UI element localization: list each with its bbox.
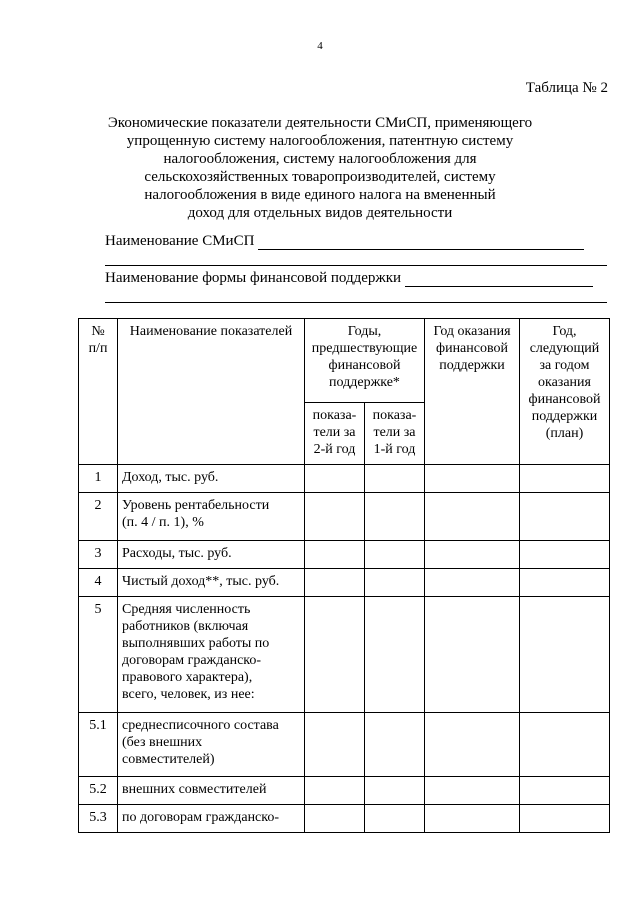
header-text: следующий: [529, 341, 600, 356]
value-cell[interactable]: [425, 493, 520, 541]
value-cell[interactable]: [425, 713, 520, 777]
value-cell[interactable]: [520, 569, 610, 597]
title-line: налогообложения в виде единого налога на вмененный: [144, 187, 496, 203]
table-number: Таблица № 2: [525, 80, 608, 96]
header-previous-years: [305, 319, 425, 403]
row-number: 5.2: [79, 777, 118, 805]
row-indicator: [118, 713, 305, 777]
header-text: поддержки: [439, 358, 505, 373]
header-year-2: [305, 403, 365, 465]
header-indicator-name: Наименование показателей: [118, 319, 305, 465]
smisp-name-continuation-line: [105, 265, 607, 266]
header-text: Годы,: [347, 324, 382, 339]
header-text: 1-й год: [373, 442, 416, 457]
row-text: (п. 4 / п. 1), %: [122, 515, 204, 530]
header-text: финансовой: [528, 392, 601, 407]
row-text: Расходы, тыс. руб.: [122, 546, 232, 561]
row-text: Чистый доход**, тыс. руб.: [122, 574, 280, 589]
header-text: за годом: [539, 358, 590, 373]
smisp-name-blank[interactable]: [258, 235, 584, 250]
value-cell[interactable]: [520, 493, 610, 541]
title-line: Экономические показатели деятельности СМиСП, применяющего: [107, 115, 533, 131]
value-cell[interactable]: [520, 713, 610, 777]
header-text: тели за: [313, 425, 356, 440]
header-text: 2-й год: [313, 442, 356, 457]
row-text: (без внешних: [122, 735, 203, 750]
header-num: [79, 319, 118, 465]
table-row: [79, 805, 610, 833]
table-row: [79, 569, 610, 597]
header-text: финансовой: [436, 341, 508, 356]
row-number: 5.1: [79, 713, 118, 777]
header-text: поддержке*: [329, 375, 400, 390]
value-cell[interactable]: [365, 805, 425, 833]
row-indicator: [118, 569, 305, 597]
row-number: 5: [79, 597, 118, 713]
value-cell[interactable]: [425, 541, 520, 569]
row-text: всего, человек, из нее:: [122, 687, 255, 702]
table-row: [79, 713, 610, 777]
value-cell[interactable]: [305, 569, 365, 597]
row-text: Средняя численность: [122, 602, 251, 617]
table-row: [79, 777, 610, 805]
value-cell[interactable]: [425, 465, 520, 493]
header-text: п/п: [88, 341, 108, 356]
smisp-name-label: Наименование СМиСП: [105, 233, 255, 249]
header-year-1: [365, 403, 425, 465]
row-number: 1: [79, 465, 118, 493]
row-indicator: [118, 777, 305, 805]
row-number: 3: [79, 541, 118, 569]
value-cell[interactable]: [425, 569, 520, 597]
value-cell[interactable]: [365, 569, 425, 597]
row-indicator: [118, 597, 305, 713]
value-cell[interactable]: [305, 597, 365, 713]
title-line: доход для отдельных видов деятельности: [187, 205, 453, 221]
value-cell[interactable]: [425, 777, 520, 805]
indicators-table: [78, 318, 610, 833]
value-cell[interactable]: [305, 541, 365, 569]
value-cell[interactable]: [365, 713, 425, 777]
row-indicator: [118, 805, 305, 833]
value-cell[interactable]: [520, 541, 610, 569]
header-next-year-plan: [520, 319, 610, 465]
header-text: финансовой: [328, 358, 401, 373]
row-text: договорам гражданско-: [122, 653, 262, 668]
value-cell[interactable]: [365, 541, 425, 569]
value-cell[interactable]: [305, 713, 365, 777]
row-indicator: [118, 493, 305, 541]
header-text: (план): [545, 426, 584, 441]
value-cell[interactable]: [305, 493, 365, 541]
header-text: Год оказания: [433, 324, 511, 339]
table-row: [79, 493, 610, 541]
header-text: №: [91, 324, 105, 339]
row-number: 5.3: [79, 805, 118, 833]
value-cell[interactable]: [305, 777, 365, 805]
value-cell[interactable]: [365, 493, 425, 541]
support-form-blank[interactable]: [405, 272, 593, 287]
value-cell[interactable]: [425, 597, 520, 713]
support-form-continuation-line: [105, 302, 607, 303]
value-cell[interactable]: [365, 597, 425, 713]
smisp-name-field: [105, 233, 584, 250]
row-indicator: [118, 465, 305, 493]
header-text: предшествующие: [311, 341, 418, 356]
document-title: [100, 114, 540, 222]
header-text: показа-: [372, 408, 417, 423]
title-line: сельскохозяйственных товаропроизводителей, систему: [144, 169, 496, 185]
table-row: [79, 597, 610, 713]
title-line: упрощенную систему налогообложения, патентную систему: [126, 133, 514, 149]
value-cell[interactable]: [365, 777, 425, 805]
table-row: [79, 465, 610, 493]
row-text: Уровень рентабельности: [122, 498, 270, 513]
header-text: оказания: [538, 375, 591, 390]
header-text: показа-: [312, 408, 357, 423]
row-text: выполнявших работы по: [122, 636, 270, 651]
row-indicator: [118, 541, 305, 569]
value-cell[interactable]: [520, 597, 610, 713]
title-line: налогообложения, систему налогообложения для: [163, 151, 477, 167]
row-text: правового характера),: [122, 670, 253, 685]
header-text: Год,: [552, 324, 577, 339]
header-support-year: [425, 319, 520, 465]
row-text: совместителей): [122, 752, 215, 767]
value-cell[interactable]: [305, 805, 365, 833]
row-text: среднесписочного состава: [122, 718, 279, 733]
row-text: по договорам гражданско-: [122, 810, 280, 825]
value-cell[interactable]: [520, 465, 610, 493]
row-number: 4: [79, 569, 118, 597]
row-number: 2: [79, 493, 118, 541]
page-number: 4: [317, 40, 323, 52]
row-text: внешних совместителей: [122, 782, 267, 797]
header-text: тели за: [373, 425, 416, 440]
value-cell[interactable]: [365, 465, 425, 493]
support-form-label: Наименование формы финансовой поддержки: [105, 270, 402, 286]
support-form-field: [105, 270, 593, 287]
value-cell[interactable]: [520, 777, 610, 805]
value-cell[interactable]: [425, 805, 520, 833]
value-cell[interactable]: [520, 805, 610, 833]
row-text: Доход, тыс. руб.: [122, 470, 219, 485]
value-cell[interactable]: [305, 465, 365, 493]
row-text: работников (включая: [122, 619, 249, 634]
header-text: поддержки: [531, 409, 598, 424]
table-row: [79, 541, 610, 569]
